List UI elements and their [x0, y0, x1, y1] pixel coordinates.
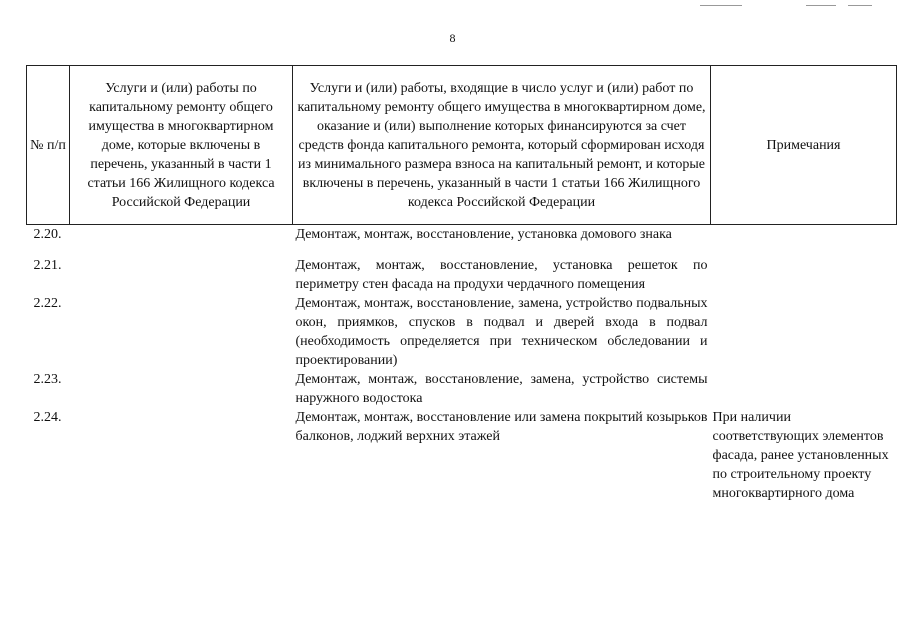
table-header-row [27, 66, 897, 225]
table-row [27, 408, 897, 503]
row-service [70, 256, 293, 294]
row-service [70, 408, 293, 503]
table-row [27, 256, 897, 294]
row-work: Демонтаж, монтаж, восстановление, замена, устройство системы наружного водостока [295, 372, 708, 406]
row-work: Демонтаж, монтаж, восстановление, замена, устройство подвальных окон, приямков, спусков в подвал и дверей входа в подвал (необходимость определяется при техническом обследовании и проектировании) [295, 296, 708, 368]
capital-repair-table [26, 65, 897, 503]
row-number: 2.22. [33, 296, 62, 311]
header-num: № п/п [27, 66, 70, 225]
table-row [27, 370, 897, 408]
table-row [27, 225, 897, 245]
row-number: 2.23. [33, 372, 62, 387]
row-service [70, 294, 293, 370]
row-number: 2.20. [33, 227, 62, 242]
row-service [70, 225, 293, 245]
row-note [711, 370, 897, 408]
row-number: 2.21. [33, 258, 62, 273]
header-works: Услуги и (или) работы, входящие в число услуг и (или) работ по капитальному ремонту общего имущества в многоквартирном доме, оказание и (или) выполнение которых финансируются за счет средств фонда капитального ремонта, который сформирован исходя из минимального размера взноса на капитальный ремонт, и которые включены в перечень, указанный в части 1 статьи 166 Жилищного кодекса Российской Федерации [293, 66, 711, 225]
row-note [711, 294, 897, 370]
row-note [711, 225, 897, 245]
scan-artifact [848, 5, 872, 6]
header-notes: Примечания [711, 66, 897, 225]
row-note: При наличии соответствующих элементов фасада, ранее установленных по строительному проекту многоквартирного дома [712, 410, 889, 501]
row-work: Демонтаж, монтаж, восстановление или замена покрытий козырьков балконов, лоджий верхних этажей [295, 410, 708, 444]
row-service [70, 370, 293, 408]
scan-artifact [700, 5, 742, 6]
row-number: 2.24. [33, 410, 62, 425]
row-note [711, 256, 897, 294]
row-work: Демонтаж, монтаж, восстановление, установка домового знака [295, 227, 672, 242]
scan-artifact [806, 5, 836, 6]
table-row [27, 294, 897, 370]
row-work: Демонтаж, монтаж, восстановление, установка решеток по периметру стен фасада на продухи чердачного помещения [295, 258, 708, 292]
header-services: Услуги и (или) работы по капитальному ремонту общего имущества в многоквартирном доме, которые включены в перечень, указанный в части 1 статьи 166 Жилищного кодекса Российской Федерации [70, 66, 293, 225]
page-number: 8 [449, 31, 456, 45]
